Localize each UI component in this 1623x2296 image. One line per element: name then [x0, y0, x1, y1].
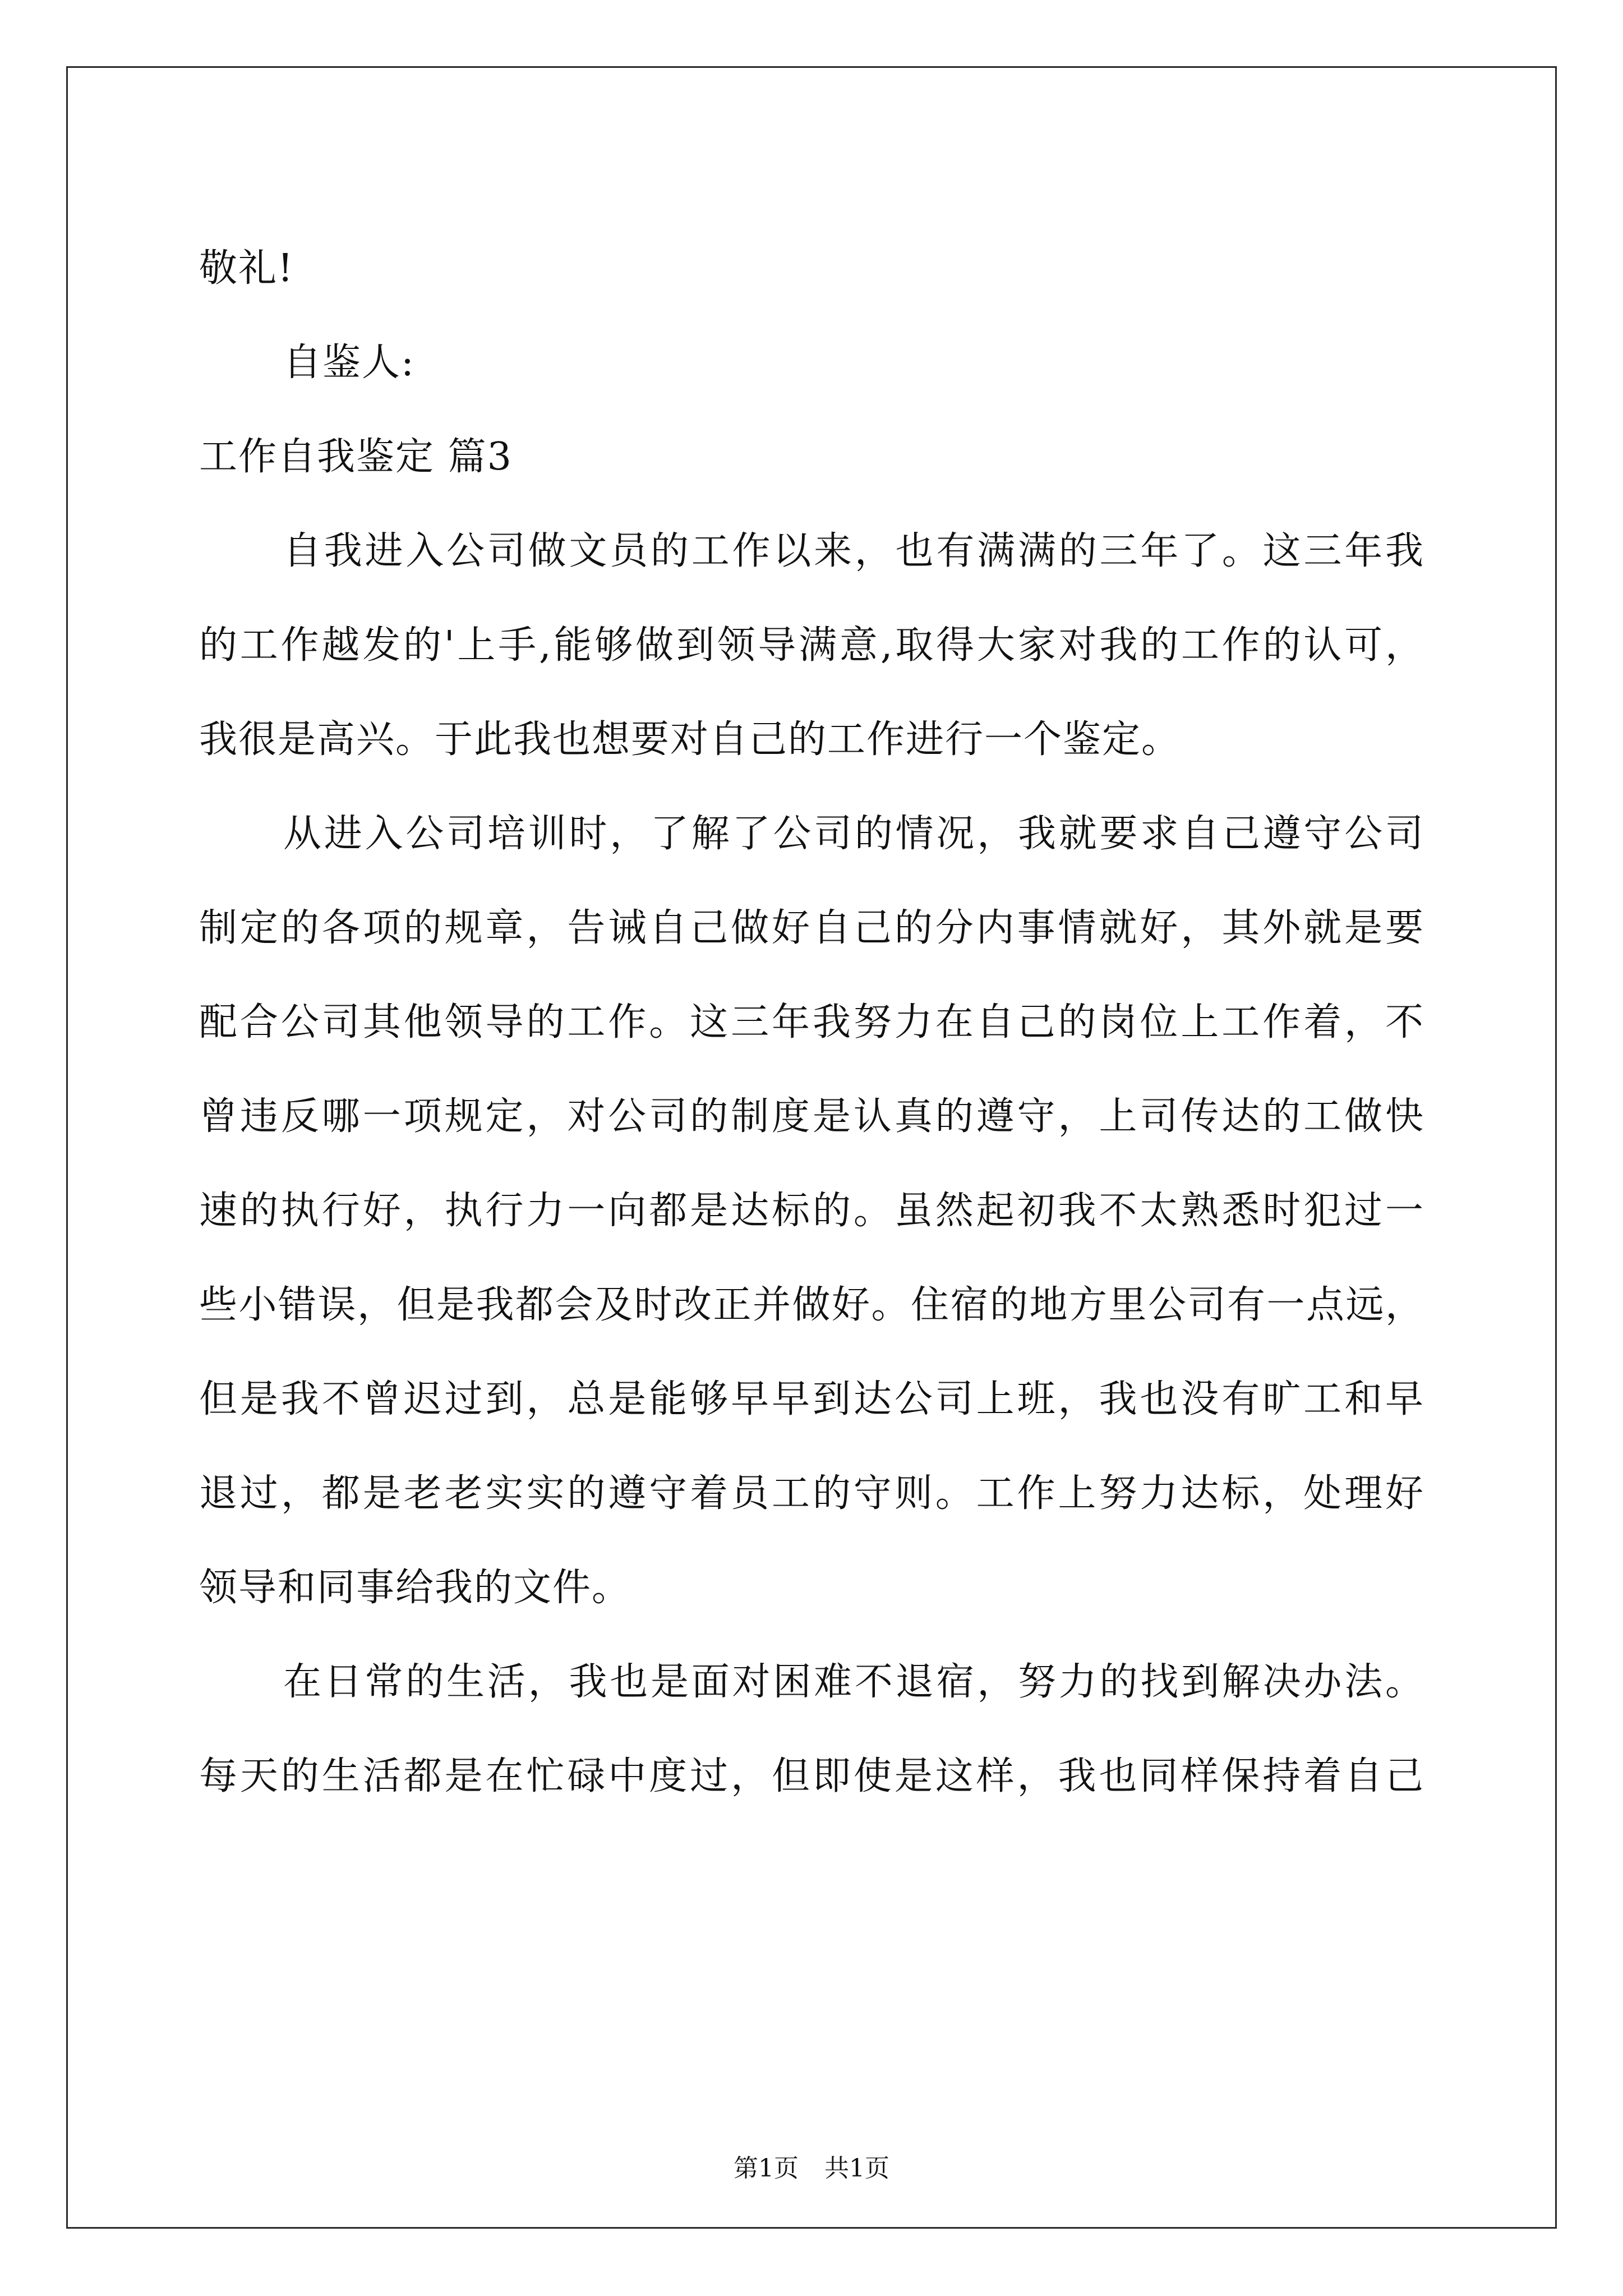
paragraph-2-line-8: 退过，都是老老实实的遵守着员工的守则。工作上努力达标，处理好 [199, 1471, 1424, 1516]
section-heading: 工作自我鉴定 篇3 [199, 435, 513, 479]
page-total: 共1页 [824, 2154, 889, 2183]
paragraph-1-line-3: 我很是高兴。于此我也想要对自己的工作进行一个鉴定。 [199, 717, 1181, 762]
closing-salutation: 敬礼! [199, 246, 294, 291]
paragraph-1-line-1: 自我进入公司做文员的工作以来，也有满满的三年了。这三年我 [283, 529, 1424, 573]
paragraph-2-line-1: 从进入公司培训时，了解了公司的情况，我就要求自己遵守公司 [283, 812, 1424, 856]
paragraph-2-line-5: 速的执行好，执行力一向都是达标的。虽然起初我不太熟悉时犯过一 [199, 1189, 1424, 1233]
paragraph-1-line-2: 的工作越发的'上手,能够做到领导满意,取得大家对我的工作的认可， [199, 623, 1424, 668]
page-number: 第1页 [734, 2154, 799, 2183]
paragraph-2-line-9: 领导和同事给我的文件。 [199, 1566, 631, 1610]
paragraph-3-line-1: 在日常的生活，我也是面对困难不退宿，努力的找到解决办法。 [283, 1660, 1424, 1704]
paragraph-2-line-7: 但是我不曾迟过到，总是能够早早到达公司上班，我也没有旷工和早 [199, 1377, 1424, 1421]
paragraph-2-line-4: 曾违反哪一项规定，对公司的制度是认真的遵守，上司传达的工做快 [199, 1094, 1424, 1139]
paragraph-2-line-6: 些小错误，但是我都会及时改正并做好。住宿的地方里公司有一点远， [199, 1283, 1424, 1327]
paragraph-3-line-2: 每天的生活都是在忙碌中度过，但即使是这样，我也同样保持着自己 [199, 1754, 1424, 1798]
paragraph-2-line-3: 配合公司其他领导的工作。这三年我努力在自己的岗位上工作着，不 [199, 1000, 1424, 1045]
page-footer [0, 2152, 1623, 2185]
paragraph-2-line-2: 制定的各项的规章，告诫自己做好自己的分内事情就好，其外就是要 [199, 906, 1424, 950]
document-body [199, 222, 1424, 1824]
signer-label: 自鉴人: [283, 341, 415, 385]
